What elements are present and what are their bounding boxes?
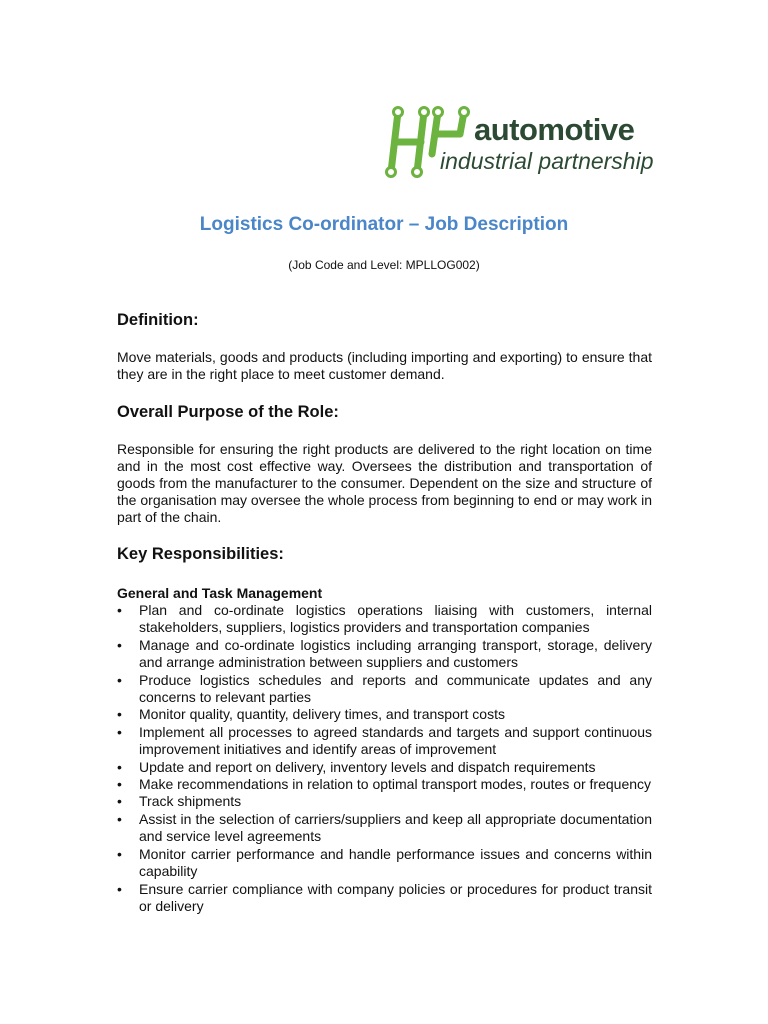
logo-word-automotive: automotive xyxy=(474,112,635,147)
list-item-text: Manage and co-ordinate logistics including arranging transport, storage, delivery and arrange administration between suppliers and customers xyxy=(139,636,652,671)
definition-heading: Definition: xyxy=(117,311,199,329)
list-item-text: Ensure carrier compliance with company policies or procedures for product transit or delivery xyxy=(139,880,652,914)
list-item xyxy=(117,759,652,776)
list-item xyxy=(117,811,652,846)
list-item xyxy=(117,602,652,637)
list-item-text: Track shipments xyxy=(139,793,242,810)
bullet-icon: • xyxy=(117,793,122,810)
list-item-text: Monitor quality, quantity, delivery times, and transport costs xyxy=(139,706,505,723)
bullet-icon: • xyxy=(117,671,122,688)
list-item xyxy=(117,672,652,707)
list-item-text: Implement all processes to agreed standards and targets and support continuous improvement initiatives and identify areas of improvement xyxy=(139,723,652,758)
bullet-icon: • xyxy=(117,880,122,897)
list-item-text: Plan and co-ordinate logistics operations liaising with customers, internal stakeholders, suppliers, logistics providers and transportation companies xyxy=(139,602,652,636)
list-item xyxy=(117,776,652,793)
list-item-text: Make recommendations in relation to optimal transport modes, routes or frequency xyxy=(139,776,652,793)
bullet-icon: • xyxy=(117,636,122,653)
list-item xyxy=(117,637,652,672)
list-item-text: Produce logistics schedules and reports and communicate updates and any concerns to relevant parties xyxy=(139,671,652,706)
bullet-icon: • xyxy=(117,723,122,740)
responsibilities-heading: Key Responsibilities: xyxy=(117,545,284,563)
list-item xyxy=(117,846,652,881)
bullet-icon: • xyxy=(117,706,122,723)
list-item xyxy=(117,724,652,759)
list-item xyxy=(117,706,652,723)
bullet-icon: • xyxy=(117,845,122,862)
list-item-text: Assist in the selection of carriers/suppliers and keep all appropriate documentation and service level agreements xyxy=(139,810,652,845)
bullet-icon: • xyxy=(117,758,122,775)
purpose-text: Responsible for ensuring the right products are delivered to the right location on time and in the most cost effective way. Oversees the distribution and transportation of goods from the manufacturer to the consumer. Dependent on the size and structure of the organisation may oversee the whole process from beginning to end or may work in part of the chain. xyxy=(117,441,652,525)
purpose-heading: Overall Purpose of the Role: xyxy=(117,403,339,421)
bullet-icon: • xyxy=(117,776,122,793)
list-item-text: Monitor carrier performance and handle performance issues and concerns within capability xyxy=(139,845,652,880)
list-item xyxy=(117,793,652,810)
logo-word-industrial-partnership: industrial partnership xyxy=(440,148,654,174)
responsibilities-subheading: General and Task Management xyxy=(117,585,323,601)
bullet-icon: • xyxy=(117,810,122,827)
page-title: Logistics Co-ordinator – Job Description xyxy=(199,214,569,235)
responsibilities-list xyxy=(117,602,652,915)
list-item xyxy=(117,881,652,916)
company-logo xyxy=(380,104,670,180)
list-item-text: Update and report on delivery, inventory levels and dispatch requirements xyxy=(139,758,596,775)
definition-text: Move materials, goods and products (including importing and exporting) to ensure that they are in the right place to meet customer demand. xyxy=(117,349,652,382)
job-code: (Job Code and Level: MPLLOG002) xyxy=(288,258,480,272)
bullet-icon: • xyxy=(117,602,122,618)
